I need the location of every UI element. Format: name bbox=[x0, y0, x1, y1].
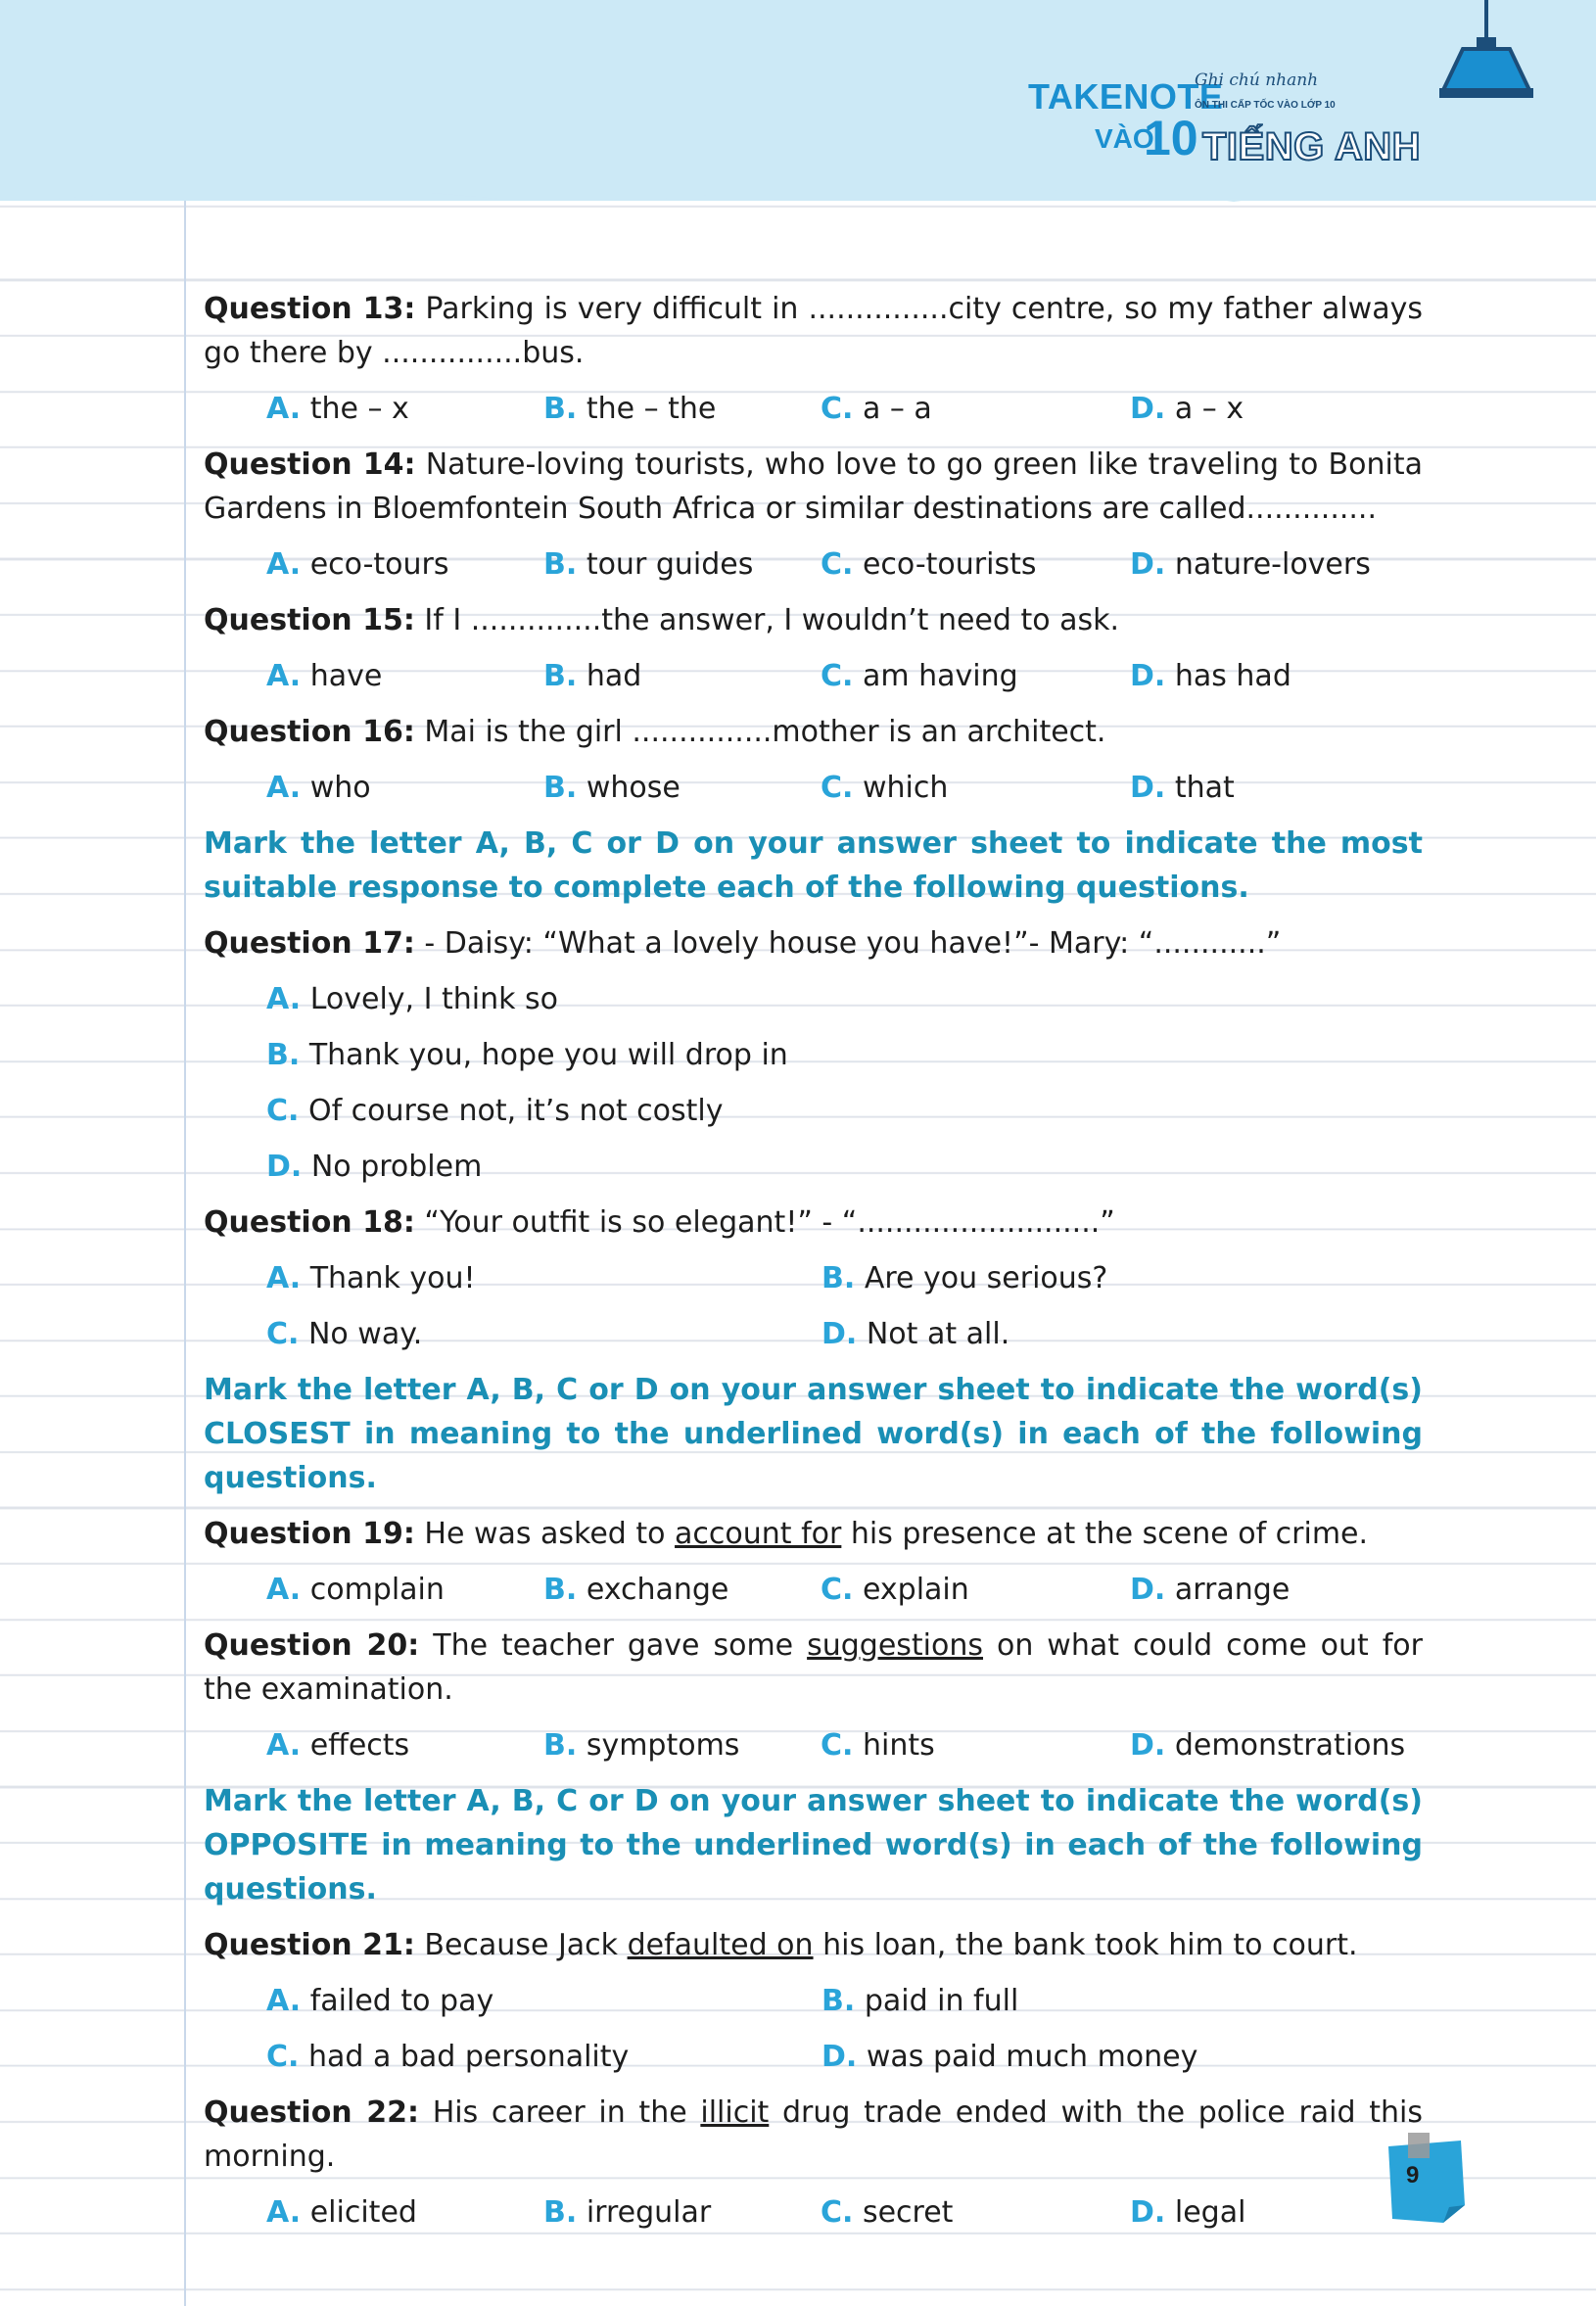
option-d[interactable]: D. a – x bbox=[1130, 392, 1244, 426]
option-b[interactable]: B. paid in full bbox=[821, 1984, 1019, 2018]
question-text: If I ..............the answer, I wouldn’t need to ask. bbox=[414, 603, 1120, 637]
option-c[interactable]: C. had a bad personality bbox=[266, 2040, 630, 2074]
option-b[interactable]: B. symptoms bbox=[543, 1728, 740, 1763]
sticky-note-icon bbox=[1381, 2133, 1469, 2226]
option-c[interactable]: C. No way. bbox=[266, 1317, 423, 1351]
options-q17 bbox=[204, 977, 1423, 1189]
section-instruction: Mark the letter A, B, C or D on your answer sheet to indicate the word(s) CLOSEST in meaning to the underlined word(s) in each of the following questions. bbox=[204, 1373, 1423, 1495]
notebook-margin-line bbox=[184, 201, 186, 2306]
question-label: Question 14: bbox=[204, 447, 416, 482]
option-a[interactable]: A. Lovely, I think so bbox=[266, 982, 559, 1016]
question-text: - Daisy: “What a lovely house you have!”- Mary: “............” bbox=[414, 926, 1282, 961]
question-16 bbox=[204, 710, 1423, 754]
question-text: Nature-loving tourists, who love to go green like traveling to Bonita Gardens in Bloemfontein South Africa or similar destinations are called.............. bbox=[204, 447, 1423, 526]
option-d[interactable]: D. legal bbox=[1130, 2195, 1246, 2230]
question-label: Question 21: bbox=[204, 1928, 415, 1962]
option-d[interactable]: D. has had bbox=[1130, 659, 1291, 693]
options-q18-row1 bbox=[204, 1256, 1423, 1300]
option-c[interactable]: C. which bbox=[821, 771, 949, 805]
brand-tieng-anh: TIẾNG ANH bbox=[1202, 125, 1422, 168]
question-label: Question 22: bbox=[204, 2095, 419, 2130]
question-13 bbox=[204, 287, 1423, 375]
section-instruction: Mark the letter A, B, C or D on your answer sheet to indicate the word(s) OPPOSITE in meaning to the underlined word(s) in each of the following questions. bbox=[204, 1784, 1423, 1906]
underlined-word: suggestions bbox=[807, 1628, 984, 1663]
option-c[interactable]: C. eco-tourists bbox=[821, 547, 1037, 582]
underlined-word: defaulted on bbox=[627, 1928, 814, 1962]
brand-script: Ghi chú nhanh bbox=[1195, 71, 1319, 90]
option-b[interactable]: B. whose bbox=[543, 771, 681, 805]
question-label: Question 15: bbox=[204, 603, 415, 637]
question-label: Question 20: bbox=[204, 1628, 420, 1663]
option-d[interactable]: D. that bbox=[1130, 771, 1235, 805]
brand-logo bbox=[1028, 59, 1439, 176]
option-d[interactable]: D. Not at all. bbox=[821, 1317, 1010, 1351]
option-b[interactable]: B. tour guides bbox=[543, 547, 754, 582]
question-text: Parking is very difficult in ...............city centre, so my father always go there by ...............bus. bbox=[204, 292, 1423, 370]
option-a[interactable]: A. who bbox=[266, 771, 371, 805]
question-label: Question 18: bbox=[204, 1205, 415, 1240]
option-c[interactable]: C. explain bbox=[821, 1573, 969, 1607]
options-q13 bbox=[204, 387, 1423, 431]
option-a[interactable]: A. eco-tours bbox=[266, 547, 449, 582]
options-q19 bbox=[204, 1568, 1423, 1612]
question-14 bbox=[204, 443, 1423, 531]
question-15 bbox=[204, 598, 1423, 642]
option-c[interactable]: C. a – a bbox=[821, 392, 932, 426]
option-a[interactable]: A. Thank you! bbox=[266, 1261, 476, 1295]
options-q14 bbox=[204, 542, 1423, 587]
option-d[interactable]: D. arrange bbox=[1130, 1573, 1291, 1607]
question-17 bbox=[204, 921, 1423, 965]
option-b[interactable]: B. irregular bbox=[543, 2195, 712, 2230]
brand-vao: VÀO bbox=[1095, 123, 1154, 154]
options-q20 bbox=[204, 1723, 1423, 1767]
underlined-word: account for bbox=[675, 1517, 842, 1551]
brand-take: TAKENOTE bbox=[1028, 76, 1224, 117]
option-b[interactable]: B. had bbox=[543, 659, 642, 693]
option-a[interactable]: A. elicited bbox=[266, 2195, 417, 2230]
option-c[interactable]: C. Of course not, it’s not costly bbox=[266, 1094, 724, 1128]
option-a[interactable]: A. have bbox=[266, 659, 383, 693]
options-q15 bbox=[204, 654, 1423, 698]
question-20: Question 20: The teacher gave some suggestions on what could come out for the examination. bbox=[204, 1628, 1423, 1707]
option-d[interactable]: D. was paid much money bbox=[821, 2040, 1198, 2074]
question-21: Question 21: Because Jack defaulted on his loan, the bank took him to court. bbox=[204, 1928, 1358, 1962]
options-q21-row1 bbox=[204, 1979, 1423, 2023]
question-text: “Your outfit is so elegant!” - “..........................” bbox=[414, 1205, 1115, 1240]
option-a[interactable]: A. complain bbox=[266, 1573, 445, 1607]
question-text: Mai is the girl ...............mother is an architect. bbox=[414, 715, 1106, 749]
options-q22 bbox=[204, 2190, 1423, 2235]
question-label: Question 13: bbox=[204, 292, 416, 326]
question-19: Question 19: He was asked to account for his presence at the scene of crime. bbox=[204, 1517, 1369, 1551]
underlined-word: illicit bbox=[700, 2095, 770, 2130]
option-c[interactable]: C. am having bbox=[821, 659, 1018, 693]
option-d[interactable]: D. No problem bbox=[266, 1150, 483, 1184]
question-22: Question 22: His career in the illicit drug trade ended with the police raid this morning. bbox=[204, 2095, 1423, 2174]
page-number: 9 bbox=[1406, 2162, 1420, 2188]
question-label: Question 17: bbox=[204, 926, 415, 961]
option-c[interactable]: C. hints bbox=[821, 1728, 935, 1763]
option-c[interactable]: C. secret bbox=[821, 2195, 954, 2230]
option-b[interactable]: B. exchange bbox=[543, 1573, 729, 1607]
questions-content bbox=[204, 287, 1423, 2246]
option-b[interactable]: B. Thank you, hope you will drop in bbox=[266, 1038, 788, 1072]
option-a[interactable]: A. effects bbox=[266, 1728, 410, 1763]
options-q18-row2 bbox=[204, 1312, 1423, 1356]
question-label: Question 16: bbox=[204, 715, 415, 749]
question-label: Question 19: bbox=[204, 1517, 415, 1551]
option-a[interactable]: A. the – x bbox=[266, 392, 409, 426]
options-q21-row2 bbox=[204, 2035, 1423, 2079]
option-a[interactable]: A. failed to pay bbox=[266, 1984, 494, 2018]
option-b[interactable]: B. the – the bbox=[543, 392, 717, 426]
option-d[interactable]: D. demonstrations bbox=[1130, 1728, 1406, 1763]
option-d[interactable]: D. nature-lovers bbox=[1130, 547, 1371, 582]
brand-subtitle: ÔN THI CẤP TỐC VÀO LỚP 10 bbox=[1195, 100, 1336, 111]
torn-paper-edge bbox=[0, 184, 1596, 217]
options-q16 bbox=[204, 766, 1423, 810]
brand-ten: 10 bbox=[1144, 111, 1198, 165]
option-b[interactable]: B. Are you serious? bbox=[821, 1261, 1108, 1295]
question-18 bbox=[204, 1200, 1423, 1245]
section-instruction: Mark the letter A, B, C or D on your answer sheet to indicate the most suitable response to complete each of the following questions. bbox=[204, 826, 1423, 905]
